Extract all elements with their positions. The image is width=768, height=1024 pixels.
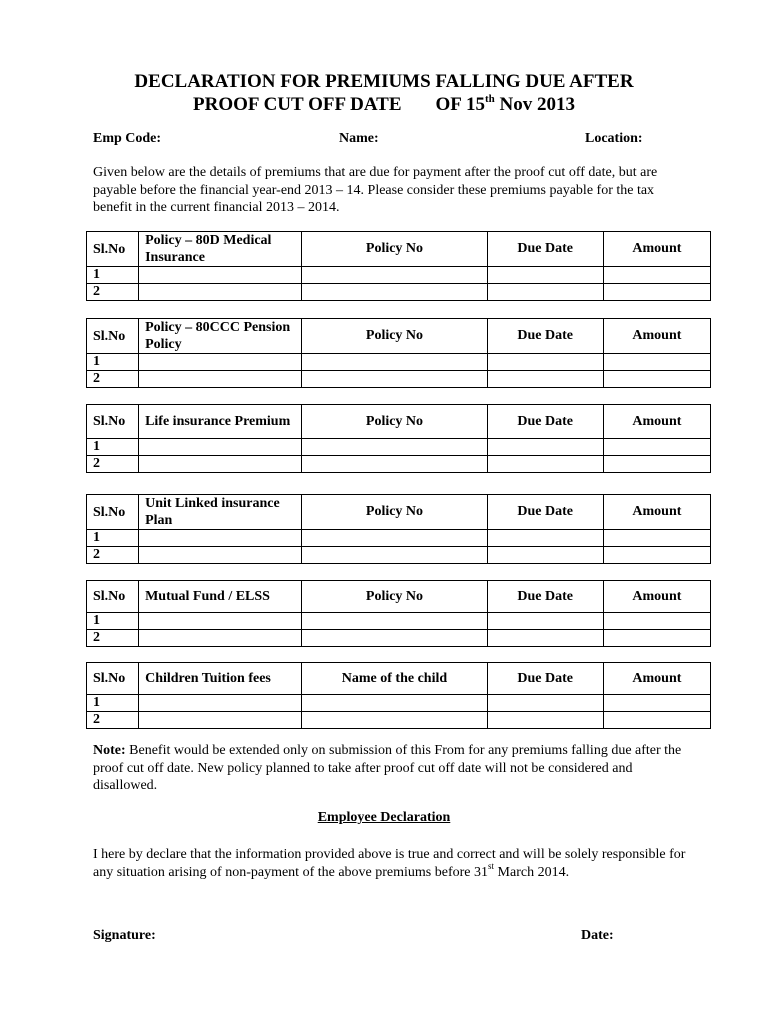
table-row [87,530,711,547]
blank-entry-cell[interactable] [139,630,302,647]
column-header: Sl.No [87,495,139,530]
signature-label: Signature: [93,928,156,943]
title-part-a: PROOF CUT OFF DATE [193,94,402,115]
table-row [87,712,711,729]
serial-number-cell: 1 [87,695,139,712]
column-header: Policy No [302,319,487,354]
serial-number-cell: 2 [87,284,139,301]
column-header: Due Date [487,232,603,267]
blank-entry-cell[interactable] [603,284,710,301]
column-header: Sl.No [87,232,139,267]
serial-number-cell: 2 [87,456,139,473]
declaration-text-end: March 2014. [494,864,570,880]
column-header: Amount [603,232,710,267]
blank-entry-cell[interactable] [487,630,603,647]
serial-number-cell: 1 [87,354,139,371]
blank-entry-cell[interactable] [487,284,603,301]
declaration-paragraph [93,846,693,881]
column-header: Policy – 80CCC Pension Policy [139,319,302,354]
serial-number-cell: 2 [87,712,139,729]
column-header: Due Date [487,319,603,354]
blank-entry-cell[interactable] [302,530,487,547]
blank-entry-cell[interactable] [487,371,603,388]
table-row [87,695,711,712]
blank-entry-cell[interactable] [139,695,302,712]
serial-number-cell: 2 [87,547,139,564]
blank-entry-cell[interactable] [603,712,710,729]
blank-entry-cell[interactable] [487,267,603,284]
document-title-line1: DECLARATION FOR PREMIUMS FALLING DUE AFTER [134,71,634,92]
date-label: Date: [581,928,614,943]
column-header: Policy No [302,581,487,613]
table-header-row [87,581,711,613]
blank-entry-cell[interactable] [603,530,710,547]
column-header: Amount [603,581,710,613]
table-row [87,284,711,301]
blank-entry-cell[interactable] [603,613,710,630]
declaration-text: I here by declare that the information provided above is true and correct and will be solely responsible for any situation arising of non-payment of the above premiums before 31 [93,847,686,880]
name-label: Name: [339,131,379,146]
serial-number-cell: 1 [87,530,139,547]
blank-entry-cell[interactable] [603,371,710,388]
serial-number-cell: 1 [87,439,139,456]
premium-table [86,404,711,473]
blank-entry-cell[interactable] [139,284,302,301]
premium-table [86,494,711,564]
serial-number-cell: 2 [87,630,139,647]
blank-entry-cell[interactable] [603,456,710,473]
blank-entry-cell[interactable] [603,547,710,564]
blank-entry-cell[interactable] [139,613,302,630]
column-header: Sl.No [87,663,139,695]
title-superscript: th [484,93,495,105]
table-row [87,456,711,473]
blank-entry-cell[interactable] [302,439,487,456]
column-header: Sl.No [87,319,139,354]
column-header: Sl.No [87,581,139,613]
blank-entry-cell[interactable] [487,439,603,456]
blank-entry-cell[interactable] [603,267,710,284]
table-row [87,613,711,630]
blank-entry-cell[interactable] [302,284,487,301]
note-label: Note: [93,743,126,758]
table-row [87,547,711,564]
blank-entry-cell[interactable] [487,530,603,547]
blank-entry-cell[interactable] [139,354,302,371]
column-header: Amount [603,405,710,439]
column-header: Mutual Fund / ELSS [139,581,302,613]
emp-code-label: Emp Code: [93,131,162,146]
column-header: Policy – 80D Medical Insurance [139,232,302,267]
premium-table [86,662,711,729]
note-paragraph [93,742,693,795]
table-header-row [87,663,711,695]
column-header: Policy No [302,405,487,439]
column-header: Sl.No [87,405,139,439]
table-row [87,439,711,456]
employee-declaration-heading: Employee Declaration [317,810,451,825]
column-header: Life insurance Premium [139,405,302,439]
table-header-row [87,495,711,530]
blank-entry-cell[interactable] [139,530,302,547]
title-part-b: OF 15 [435,94,485,115]
intro-paragraph: Given below are the details of premiums that are due for payment after the proof cut off date, but are payable before the financial year-end 2013 – 14. Please consider these premiums payable for the tax benefit in the current financial 2013 – 2014. [93,165,658,215]
blank-entry-cell[interactable] [302,456,487,473]
blank-entry-cell[interactable] [603,695,710,712]
blank-entry-cell[interactable] [603,354,710,371]
declaration-superscript: st [488,860,495,871]
note-text: Benefit would be extended only on submission of this From for any premiums falling due after the proof cut off date. New policy planned to take after proof cut off date will not be considered and disallowed. [93,743,682,793]
column-header: Due Date [487,495,603,530]
premium-table [86,231,711,301]
table-header-row [87,232,711,267]
blank-entry-cell[interactable] [139,712,302,729]
blank-entry-cell[interactable] [139,456,302,473]
blank-entry-cell[interactable] [302,354,487,371]
table-header-row [87,405,711,439]
blank-entry-cell[interactable] [487,613,603,630]
column-header: Due Date [487,405,603,439]
blank-entry-cell[interactable] [139,371,302,388]
blank-entry-cell[interactable] [487,354,603,371]
column-header: Policy No [302,495,487,530]
serial-number-cell: 1 [87,613,139,630]
column-header: Due Date [487,663,603,695]
column-header: Policy No [302,232,487,267]
document-title-line2 [0,93,768,117]
table-row [87,371,711,388]
serial-number-cell: 1 [87,267,139,284]
column-header: Amount [603,319,710,354]
table-header-row [87,319,711,354]
blank-entry-cell[interactable] [487,456,603,473]
column-header: Unit Linked insurance Plan [139,495,302,530]
blank-entry-cell[interactable] [487,712,603,729]
table-row [87,354,711,371]
blank-entry-cell[interactable] [603,439,710,456]
blank-entry-cell[interactable] [139,547,302,564]
blank-entry-cell[interactable] [302,695,487,712]
premium-table [86,580,711,647]
blank-entry-cell[interactable] [139,267,302,284]
blank-entry-cell[interactable] [487,547,603,564]
title-part-c: Nov 2013 [494,94,575,115]
blank-entry-cell[interactable] [603,630,710,647]
blank-entry-cell[interactable] [302,613,487,630]
table-row [87,630,711,647]
column-header: Name of the child [302,663,487,695]
column-header: Due Date [487,581,603,613]
blank-entry-cell[interactable] [302,712,487,729]
column-header: Amount [603,495,710,530]
location-label: Location: [585,131,643,146]
table-row [87,267,711,284]
blank-entry-cell[interactable] [302,371,487,388]
blank-entry-cell[interactable] [487,695,603,712]
column-header: Children Tuition fees [139,663,302,695]
premium-table [86,318,711,388]
blank-entry-cell[interactable] [302,267,487,284]
blank-entry-cell[interactable] [139,439,302,456]
serial-number-cell: 2 [87,371,139,388]
column-header: Amount [603,663,710,695]
blank-entry-cell[interactable] [302,547,487,564]
blank-entry-cell[interactable] [302,630,487,647]
